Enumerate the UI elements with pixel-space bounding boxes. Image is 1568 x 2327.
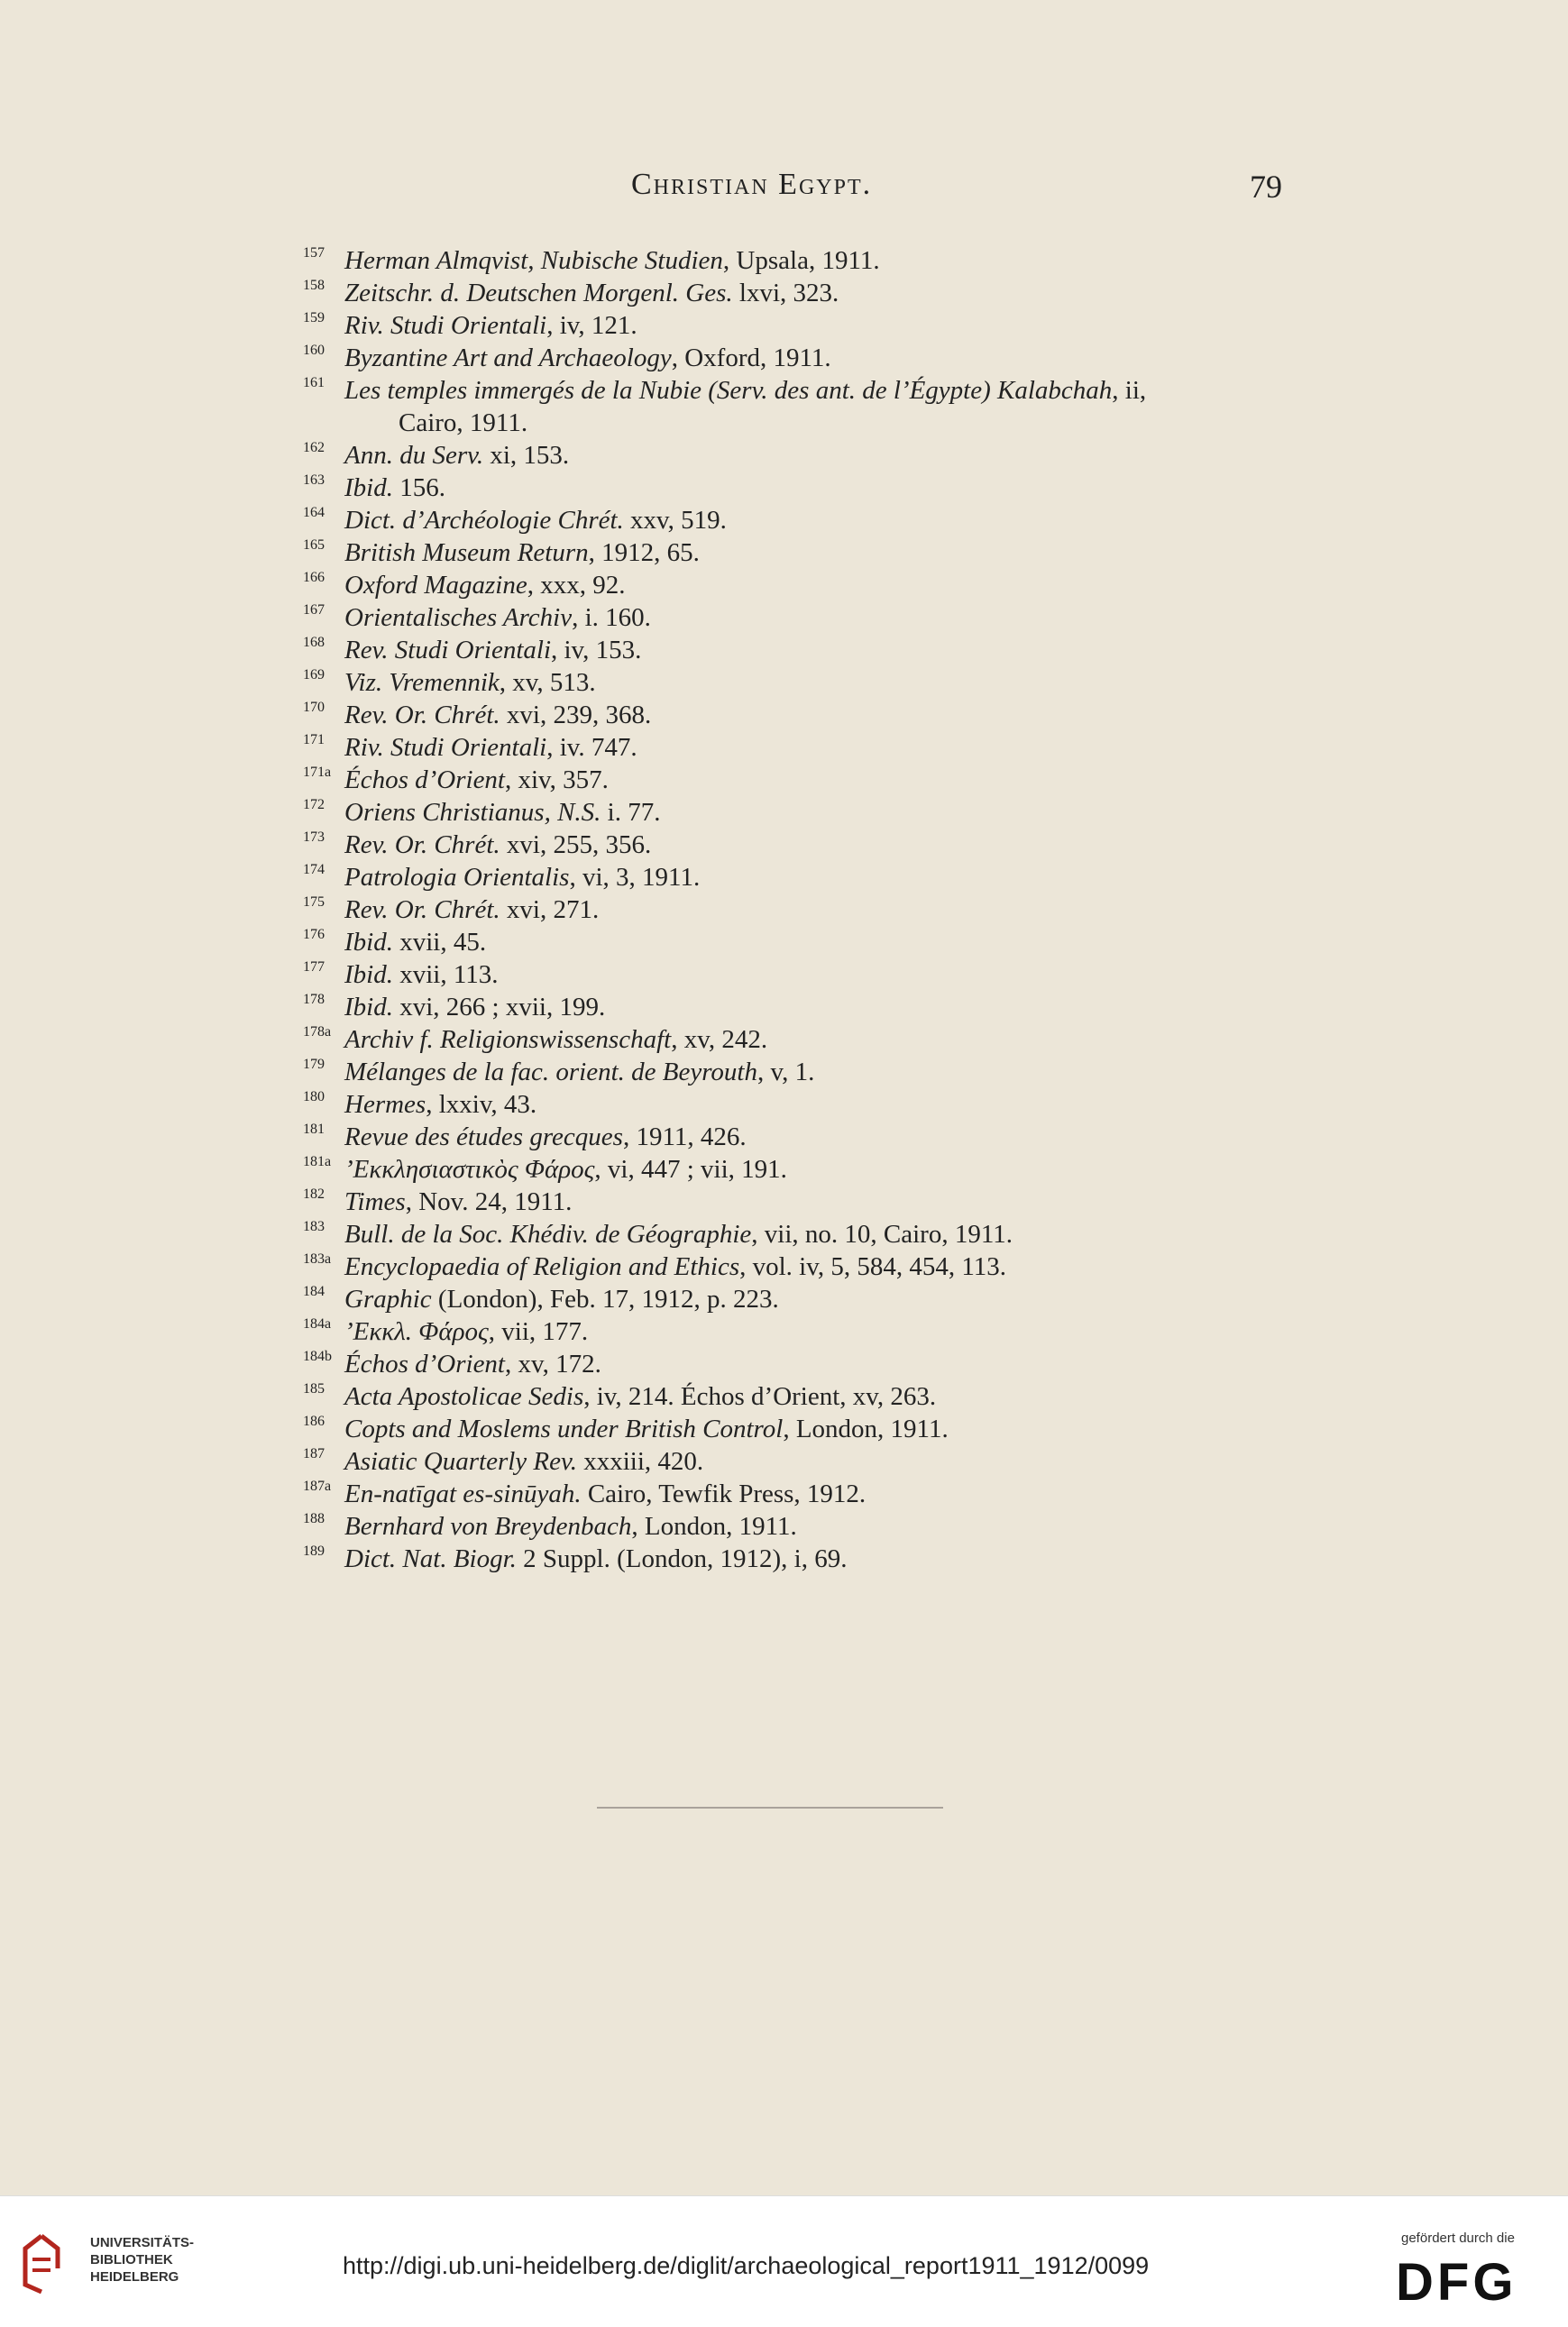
footnote-number: 184b bbox=[303, 1349, 332, 1364]
footnote bbox=[303, 244, 1322, 277]
footnote-title: En-natīgat es-sinūyah. bbox=[344, 1480, 582, 1508]
footnote-number: 188 bbox=[303, 1511, 325, 1526]
footnote-number: 189 bbox=[303, 1544, 325, 1559]
footnote bbox=[303, 699, 1322, 731]
footnote bbox=[303, 472, 1322, 504]
footnote-number: 187a bbox=[303, 1479, 332, 1494]
library-line: UNIVERSITÄTS- bbox=[90, 2235, 195, 2250]
footnote-number: 171 bbox=[303, 732, 325, 747]
footnote-details: , vi, 3, 1911. bbox=[569, 863, 701, 892]
footnote bbox=[303, 1056, 1322, 1088]
footnote-number: 171a bbox=[303, 765, 332, 780]
funding-text: gefördert durch die bbox=[1401, 2231, 1515, 2246]
footnote-details: xvii, 45. bbox=[392, 928, 487, 957]
footnote-number: 185 bbox=[303, 1381, 325, 1397]
footnote-details: , vii, no. 10, Cairo, 1911. bbox=[751, 1220, 1013, 1249]
footnote-title: Hermes bbox=[344, 1090, 426, 1119]
footnote bbox=[303, 536, 1322, 569]
footnote-details: , 1911, 426. bbox=[622, 1122, 747, 1151]
footnote-details: , xv, 242. bbox=[671, 1025, 768, 1054]
footnote-details: i. 77. bbox=[601, 798, 661, 827]
footnote-title: Rev. Studi Orientali bbox=[344, 636, 551, 664]
footnote-title: Ibid. bbox=[344, 960, 393, 989]
footnote bbox=[303, 374, 1322, 439]
footnote-details: 2 Suppl. (London, 1912), i, 69. bbox=[516, 1544, 848, 1573]
library-line: BIBLIOTHEK bbox=[90, 2252, 173, 2267]
footnote bbox=[303, 796, 1322, 829]
footnote bbox=[303, 601, 1322, 634]
footnote-details: , iv, 121. bbox=[546, 311, 637, 340]
footnote-title: Riv. Studi Orientali bbox=[344, 733, 547, 762]
footnote bbox=[303, 1445, 1322, 1478]
footnote-title: Rev. Or. Chrét. bbox=[344, 701, 500, 729]
footnote-number: 172 bbox=[303, 797, 325, 812]
footnote-details: , Upsala, 1911. bbox=[722, 246, 880, 275]
footnote-title: Ann. du Serv. bbox=[344, 441, 484, 470]
footnote-details: xvii, 113. bbox=[392, 960, 499, 989]
footnote-details: , xv, 513. bbox=[499, 668, 596, 697]
footnote-number: 181 bbox=[303, 1122, 325, 1137]
footnote bbox=[303, 1023, 1322, 1056]
footnote-title: Oriens Christianus, N.S. bbox=[344, 798, 601, 827]
footnote-details: , 1912, 65. bbox=[588, 538, 700, 567]
footnote bbox=[303, 1348, 1322, 1380]
footnote bbox=[303, 1283, 1322, 1315]
footnote-number: 162 bbox=[303, 440, 325, 455]
footnote-details: xi, 153. bbox=[483, 441, 570, 470]
footnote-number: 180 bbox=[303, 1089, 325, 1104]
footnote-title: British Museum Return bbox=[344, 538, 589, 567]
ub-heidelberg-logo-icon bbox=[20, 2232, 63, 2295]
footnote-title: Dict. Nat. Biogr. bbox=[344, 1544, 517, 1573]
footnote-details: , ii, bbox=[1112, 376, 1147, 405]
footnote-number: 157 bbox=[303, 245, 325, 261]
footnote-number: 178a bbox=[303, 1024, 332, 1040]
page-number: 79 bbox=[1250, 169, 1282, 205]
footnote-number: 160 bbox=[303, 343, 325, 358]
footnote-details: , xv, 172. bbox=[505, 1350, 601, 1379]
footnote-number: 166 bbox=[303, 570, 325, 585]
footnote-number: 184 bbox=[303, 1284, 325, 1299]
footnote bbox=[303, 634, 1322, 666]
footnote-title: Patrologia Orientalis bbox=[344, 863, 570, 892]
footnote-title: Oxford Magazine bbox=[344, 571, 527, 600]
footnote-details: 156. bbox=[392, 473, 445, 502]
footnote bbox=[303, 764, 1322, 796]
footnote bbox=[303, 342, 1322, 374]
footnote-title: Byzantine Art and Archaeology bbox=[344, 344, 672, 372]
footnote bbox=[303, 1251, 1322, 1283]
footnote bbox=[303, 1218, 1322, 1251]
footnote-title: Mélanges de la fac. orient. de Beyrouth bbox=[344, 1058, 757, 1086]
footnote-title: Herman Almqvist, Nubische Studien bbox=[344, 246, 723, 275]
footnote-number: 173 bbox=[303, 829, 325, 845]
footnote-number: 169 bbox=[303, 667, 325, 683]
library-line: HEIDELBERG bbox=[90, 2269, 179, 2285]
footnote-title: Échos d’Orient bbox=[344, 765, 505, 794]
library-name bbox=[90, 2234, 194, 2286]
footnote-details: xvi, 266 ; xvii, 199. bbox=[392, 993, 606, 1021]
footnote-title: Ibid. bbox=[344, 928, 393, 957]
footnote-title: Dict. d’Archéologie Chrét. bbox=[344, 506, 624, 535]
footnote-details: xvi, 239, 368. bbox=[500, 701, 652, 729]
footnote bbox=[303, 439, 1322, 472]
footnote-details: , i. 160. bbox=[572, 603, 651, 632]
footnote-number: 175 bbox=[303, 894, 325, 910]
footnote bbox=[303, 666, 1322, 699]
footnote bbox=[303, 1478, 1322, 1510]
dfg-logo: DFG bbox=[1396, 2253, 1518, 2312]
digitization-footer bbox=[0, 2195, 1568, 2327]
footnote-details: , iv, 214. Échos d’Orient, xv, 263. bbox=[583, 1382, 937, 1411]
footnote-details: , iv. 747. bbox=[546, 733, 637, 762]
footnote-number: 164 bbox=[303, 505, 325, 520]
footnote-title: ’Εκκλησιαστικὸς Φάρος bbox=[344, 1155, 595, 1184]
footnote-details: , London, 1911. bbox=[783, 1415, 949, 1443]
footnote bbox=[303, 277, 1322, 309]
footnote bbox=[303, 893, 1322, 926]
footnote-details: , London, 1911. bbox=[631, 1512, 797, 1541]
footnote-title: Encyclopaedia of Religion and Ethics bbox=[344, 1252, 740, 1281]
footnote-details: , xxx, 92. bbox=[527, 571, 626, 600]
footnote-details: lxvi, 323. bbox=[732, 279, 839, 307]
footnote bbox=[303, 1121, 1322, 1153]
footnote-title: Copts and Moslems under British Control bbox=[344, 1415, 784, 1443]
footnote-number: 181a bbox=[303, 1154, 332, 1169]
footnote-number: 167 bbox=[303, 602, 325, 618]
footnote bbox=[303, 731, 1322, 764]
footnote-number: 184a bbox=[303, 1316, 332, 1332]
footnote bbox=[303, 1186, 1322, 1218]
footnote bbox=[303, 861, 1322, 893]
footnote bbox=[303, 958, 1322, 991]
footnote bbox=[303, 504, 1322, 536]
footnote-number: 183a bbox=[303, 1251, 332, 1267]
footnote-details: xxv, 519. bbox=[623, 506, 727, 535]
footnote-title: Ibid. bbox=[344, 993, 393, 1021]
running-title: Christian Egypt. bbox=[631, 168, 873, 201]
footnote-title: Bernhard von Breydenbach bbox=[344, 1512, 632, 1541]
footnote-title: Échos d’Orient bbox=[344, 1350, 505, 1379]
footnote-title: Zeitschr. d. Deutschen Morgenl. Ges. bbox=[344, 279, 733, 307]
footnote-title: Graphic bbox=[344, 1285, 432, 1314]
footnote-details: xvi, 255, 356. bbox=[500, 830, 652, 859]
footnote-number: 170 bbox=[303, 700, 325, 715]
footnote bbox=[303, 309, 1322, 342]
footnote bbox=[303, 1380, 1322, 1413]
footnote bbox=[303, 1088, 1322, 1121]
footnote-number: 163 bbox=[303, 472, 325, 488]
footnote-number: 186 bbox=[303, 1414, 325, 1429]
footnote-details: xxxiii, 420. bbox=[576, 1447, 704, 1476]
section-divider bbox=[597, 1807, 943, 1809]
footnote-title: Revue des études grecques bbox=[344, 1122, 623, 1151]
footnote-title: Les temples immergés de la Nubie (Serv. des ant. de l’Égypte) Kalabchah bbox=[344, 376, 1113, 405]
footnote-details: (London), Feb. 17, 1912, p. 223. bbox=[431, 1285, 779, 1314]
footnote-details: , v, 1. bbox=[756, 1058, 815, 1086]
footnote bbox=[303, 991, 1322, 1023]
footnote-title: Ibid. bbox=[344, 473, 393, 502]
footnotes-list bbox=[303, 244, 1322, 1575]
footnote-title: Riv. Studi Orientali bbox=[344, 311, 547, 340]
footnote-details: , lxxiv, 43. bbox=[426, 1090, 537, 1119]
footnote-details: , vii, 177. bbox=[488, 1317, 589, 1346]
footnote-number: 158 bbox=[303, 278, 325, 293]
footnote bbox=[303, 1543, 1322, 1575]
footnote-details: , xiv, 357. bbox=[505, 765, 609, 794]
footnote bbox=[303, 1315, 1322, 1348]
footnote bbox=[303, 926, 1322, 958]
footnote bbox=[303, 1153, 1322, 1186]
footnote-title: Rev. Or. Chrét. bbox=[344, 895, 500, 924]
footnote-details: , iv, 153. bbox=[551, 636, 642, 664]
footnote-title: Rev. Or. Chrét. bbox=[344, 830, 500, 859]
footnote-title: Archiv f. Religionswissenschaft bbox=[344, 1025, 672, 1054]
footnote-title: Times bbox=[344, 1187, 406, 1216]
footnote-number: 179 bbox=[303, 1057, 325, 1072]
footnote-details: Cairo, Tewfik Press, 1912. bbox=[581, 1480, 867, 1508]
footnote bbox=[303, 829, 1322, 861]
footnote-number: 178 bbox=[303, 992, 325, 1007]
permalink-url[interactable]: http://digi.ub.uni-heidelberg.de/diglit/archaeological_report1911_1912/0099 bbox=[343, 2252, 1150, 2279]
footnote-number: 159 bbox=[303, 310, 325, 325]
footnote-number: 187 bbox=[303, 1446, 325, 1461]
footnote bbox=[303, 1510, 1322, 1543]
page-header bbox=[0, 168, 1568, 213]
footnote-title: Acta Apostolicae Sedis bbox=[344, 1382, 584, 1411]
footnote-title: Bull. de la Soc. Khédiv. de Géographie bbox=[344, 1220, 752, 1249]
footnote-title: ’Εκκλ. Φάρος bbox=[344, 1317, 489, 1346]
footnote-number: 168 bbox=[303, 635, 325, 650]
footnote-number: 174 bbox=[303, 862, 325, 877]
footnote-number: 176 bbox=[303, 927, 325, 942]
footnote-details: , vol. iv, 5, 584, 454, 113. bbox=[739, 1252, 1007, 1281]
footnote bbox=[303, 569, 1322, 601]
footnote-title: Asiatic Quarterly Rev. bbox=[344, 1447, 577, 1476]
footnote-number: 165 bbox=[303, 537, 325, 553]
footnote-details: , Oxford, 1911. bbox=[671, 344, 831, 372]
footnote-details: , vi, 447 ; vii, 191. bbox=[594, 1155, 787, 1184]
footnote-continuation: Cairo, 1911. bbox=[399, 408, 528, 437]
footnote-number: 161 bbox=[303, 375, 325, 390]
footnote-number: 182 bbox=[303, 1186, 325, 1202]
footnote-title: Orientalisches Archiv bbox=[344, 603, 573, 632]
footnote-number: 183 bbox=[303, 1219, 325, 1234]
footnote-title: Viz. Vremennik bbox=[344, 668, 500, 697]
footnote-details: xvi, 271. bbox=[500, 895, 600, 924]
footnote bbox=[303, 1413, 1322, 1445]
footnote-details: , Nov. 24, 1911. bbox=[405, 1187, 573, 1216]
footnote-number: 177 bbox=[303, 959, 325, 975]
